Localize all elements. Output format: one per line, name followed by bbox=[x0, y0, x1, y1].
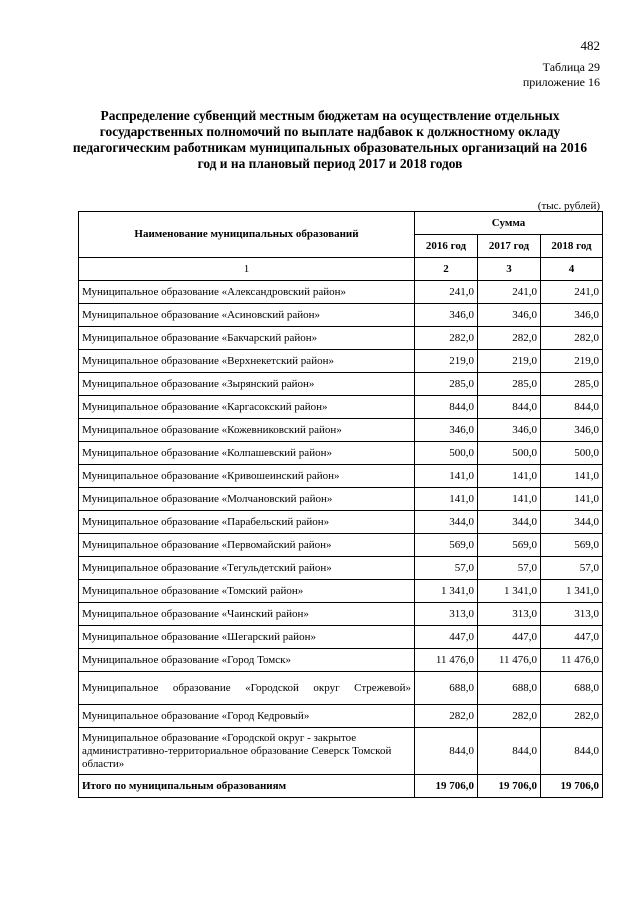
value-2016: 282,0 bbox=[415, 705, 478, 728]
header-municipality: Наименование муниципальных образований bbox=[79, 212, 415, 258]
value-2016: 219,0 bbox=[415, 350, 478, 373]
total-row bbox=[79, 775, 603, 798]
value-2017: 844,0 bbox=[478, 728, 541, 775]
municipality-name: Муниципальное образование «Зырянский район» bbox=[79, 373, 415, 396]
value-2017: 11 476,0 bbox=[478, 649, 541, 672]
value-2018: 57,0 bbox=[541, 557, 603, 580]
value-2018: 346,0 bbox=[541, 419, 603, 442]
municipality-name: Муниципальное образование «Городской округ Стрежевой» bbox=[79, 672, 415, 705]
value-2017: 219,0 bbox=[478, 350, 541, 373]
value-2016: 11 476,0 bbox=[415, 649, 478, 672]
table-body bbox=[79, 281, 603, 775]
value-2017: 141,0 bbox=[478, 465, 541, 488]
municipality-name: Муниципальное образование «Тегульдетский район» bbox=[79, 557, 415, 580]
municipality-name: Муниципальное образование «Бакчарский район» bbox=[79, 327, 415, 350]
column-number: 2 bbox=[415, 258, 478, 281]
value-2018: 285,0 bbox=[541, 373, 603, 396]
value-2017: 57,0 bbox=[478, 557, 541, 580]
subsidy-table bbox=[78, 211, 603, 798]
value-2018: 844,0 bbox=[541, 396, 603, 419]
header-year-2018: 2018 год bbox=[541, 235, 603, 258]
table-number-label: Таблица 29 bbox=[542, 60, 600, 74]
value-2017: 285,0 bbox=[478, 373, 541, 396]
municipality-name: Муниципальное образование «Парабельский район» bbox=[79, 511, 415, 534]
municipality-name: Муниципальное образование «Каргасокский район» bbox=[79, 396, 415, 419]
table-row bbox=[79, 465, 603, 488]
value-2018: 11 476,0 bbox=[541, 649, 603, 672]
table-row bbox=[79, 580, 603, 603]
value-2018: 282,0 bbox=[541, 327, 603, 350]
value-2017: 313,0 bbox=[478, 603, 541, 626]
value-2018: 313,0 bbox=[541, 603, 603, 626]
municipality-name: Муниципальное образование «Городской округ - закрытое административно-территориальное образование Северск Томской области» bbox=[79, 728, 415, 775]
value-2018: 569,0 bbox=[541, 534, 603, 557]
table-row bbox=[79, 534, 603, 557]
units-label: (тыс. рублей) bbox=[537, 200, 600, 212]
municipality-name: Муниципальное образование «Томский район» bbox=[79, 580, 415, 603]
value-2017: 282,0 bbox=[478, 327, 541, 350]
municipality-name: Муниципальное образование «Чаинский район» bbox=[79, 603, 415, 626]
page-number: 482 bbox=[580, 38, 600, 53]
municipality-name: Муниципальное образование «Асиновский район» bbox=[79, 304, 415, 327]
value-2017: 500,0 bbox=[478, 442, 541, 465]
value-2016: 569,0 bbox=[415, 534, 478, 557]
value-2018: 141,0 bbox=[541, 465, 603, 488]
total-2017: 19 706,0 bbox=[478, 775, 541, 798]
value-2016: 1 341,0 bbox=[415, 580, 478, 603]
value-2016: 447,0 bbox=[415, 626, 478, 649]
municipality-name: Муниципальное образование «Город Кедровый» bbox=[79, 705, 415, 728]
table-row bbox=[79, 626, 603, 649]
value-2017: 346,0 bbox=[478, 419, 541, 442]
value-2017: 344,0 bbox=[478, 511, 541, 534]
table-row bbox=[79, 511, 603, 534]
table-row bbox=[79, 327, 603, 350]
table-row bbox=[79, 419, 603, 442]
value-2017: 241,0 bbox=[478, 281, 541, 304]
value-2016: 500,0 bbox=[415, 442, 478, 465]
value-2016: 346,0 bbox=[415, 419, 478, 442]
table-row bbox=[79, 281, 603, 304]
appendix-label: приложение 16 bbox=[522, 75, 600, 89]
value-2016: 344,0 bbox=[415, 511, 478, 534]
value-2017: 282,0 bbox=[478, 705, 541, 728]
value-2016: 282,0 bbox=[415, 327, 478, 350]
header-year-2017: 2017 год bbox=[478, 235, 541, 258]
value-2016: 346,0 bbox=[415, 304, 478, 327]
value-2018: 141,0 bbox=[541, 488, 603, 511]
header-year-2016: 2016 год bbox=[415, 235, 478, 258]
column-number: 3 bbox=[478, 258, 541, 281]
value-2016: 844,0 bbox=[415, 728, 478, 775]
value-2018: 241,0 bbox=[541, 281, 603, 304]
value-2018: 344,0 bbox=[541, 511, 603, 534]
total-2016: 19 706,0 bbox=[415, 775, 478, 798]
municipality-name: Муниципальное образование «Колпашевский район» bbox=[79, 442, 415, 465]
table-label bbox=[523, 60, 600, 90]
municipality-name: Муниципальное образование «Шегарский район» bbox=[79, 626, 415, 649]
value-2018: 844,0 bbox=[541, 728, 603, 775]
value-2016: 141,0 bbox=[415, 465, 478, 488]
value-2016: 844,0 bbox=[415, 396, 478, 419]
value-2016: 141,0 bbox=[415, 488, 478, 511]
value-2016: 57,0 bbox=[415, 557, 478, 580]
municipality-name: Муниципальное образование «Город Томск» bbox=[79, 649, 415, 672]
value-2018: 447,0 bbox=[541, 626, 603, 649]
value-2018: 219,0 bbox=[541, 350, 603, 373]
table-row bbox=[79, 649, 603, 672]
value-2017: 1 341,0 bbox=[478, 580, 541, 603]
table-row bbox=[79, 442, 603, 465]
municipality-name: Муниципальное образование «Молчановский район» bbox=[79, 488, 415, 511]
table-row bbox=[79, 557, 603, 580]
total-2018: 19 706,0 bbox=[541, 775, 603, 798]
header-sum: Сумма bbox=[415, 212, 603, 235]
municipality-name: Муниципальное образование «Первомайский район» bbox=[79, 534, 415, 557]
value-2017: 447,0 bbox=[478, 626, 541, 649]
value-2016: 313,0 bbox=[415, 603, 478, 626]
table-row bbox=[79, 672, 603, 705]
table-row bbox=[79, 488, 603, 511]
table-row bbox=[79, 603, 603, 626]
value-2018: 1 341,0 bbox=[541, 580, 603, 603]
value-2017: 141,0 bbox=[478, 488, 541, 511]
column-number: 4 bbox=[541, 258, 603, 281]
value-2016: 241,0 bbox=[415, 281, 478, 304]
value-2018: 346,0 bbox=[541, 304, 603, 327]
value-2017: 688,0 bbox=[478, 672, 541, 705]
value-2016: 688,0 bbox=[415, 672, 478, 705]
value-2018: 282,0 bbox=[541, 705, 603, 728]
table-row bbox=[79, 373, 603, 396]
total-label: Итого по муниципальным образованиям bbox=[79, 775, 415, 798]
municipality-name: Муниципальное образование «Верхнекетский район» bbox=[79, 350, 415, 373]
document-title: Распределение субвенций местным бюджетам на осуществление отдельных государственных полномочий по выплате надбавок к должностному окладу педагогическим работникам муниципальных образовательных организаций на 2016 год и на плановый период 2017 и 2018 годов bbox=[72, 108, 588, 171]
value-2017: 844,0 bbox=[478, 396, 541, 419]
value-2017: 569,0 bbox=[478, 534, 541, 557]
value-2017: 346,0 bbox=[478, 304, 541, 327]
municipality-name: Муниципальное образование «Кожевниковский район» bbox=[79, 419, 415, 442]
municipality-name: Муниципальное образование «Кривошеинский район» bbox=[79, 465, 415, 488]
table-row bbox=[79, 396, 603, 419]
table-row bbox=[79, 350, 603, 373]
value-2018: 500,0 bbox=[541, 442, 603, 465]
table-row bbox=[79, 705, 603, 728]
column-number: 1 bbox=[79, 258, 415, 281]
value-2016: 285,0 bbox=[415, 373, 478, 396]
municipality-name: Муниципальное образование «Александровский район» bbox=[79, 281, 415, 304]
table-row bbox=[79, 304, 603, 327]
table-row bbox=[79, 728, 603, 775]
value-2018: 688,0 bbox=[541, 672, 603, 705]
